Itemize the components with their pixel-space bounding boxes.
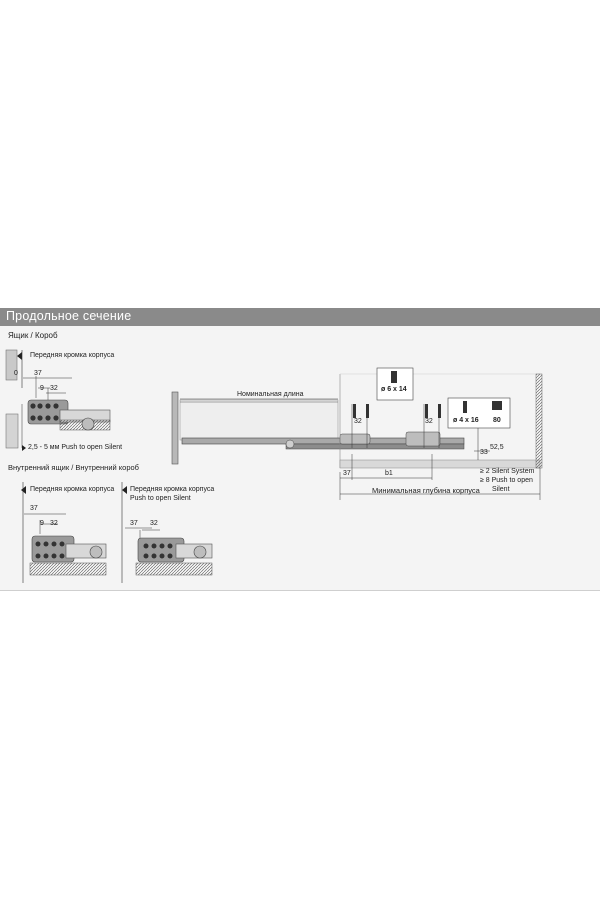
weight-icon [492, 401, 502, 410]
cabinet-bottom [340, 460, 540, 468]
screw-callout-1 [377, 368, 413, 400]
dim-37-c: 37 [130, 520, 138, 527]
dim-32-b: 32 [50, 520, 58, 527]
note-silent-system: ≥ 2 Silent System [480, 468, 535, 475]
dim-52-5: 52,5 [490, 444, 504, 451]
inner-drawer-label: Внутренний ящик / Внутренний короб [8, 463, 139, 472]
dim-32: 32 [50, 385, 58, 392]
front-edge-marker [17, 352, 22, 360]
dim-9: 9 [40, 385, 44, 392]
front-edge-label-3: Передняя кромка корпуса [130, 486, 215, 493]
nominal-length-label: Номинальная длина [237, 391, 304, 398]
inner-drawer-detail-1 [21, 482, 106, 583]
cabinet-back [536, 374, 542, 468]
screw-size-2: ø 4 x 16 [453, 417, 479, 424]
box-label: Ящик / Короб [8, 331, 58, 340]
screw-size-1: ø 6 x 14 [381, 386, 407, 393]
dim-33: 33 [480, 449, 488, 456]
dim-37-b: 37 [30, 505, 38, 512]
box-detail [6, 350, 110, 451]
push-to-open-label: Push to open Silent [130, 495, 191, 502]
screw-icon [463, 401, 467, 413]
front-edge-label: Передняя кромка корпуса [30, 352, 115, 359]
note-silent: Silent [492, 486, 510, 493]
dim-32-c: 32 [150, 520, 158, 527]
load-value: 80 [493, 417, 501, 424]
roller-wheel [82, 418, 94, 430]
dim-32-main-2: 32 [425, 418, 433, 425]
min-depth-label: Минимальная глубина корпуса [372, 486, 480, 495]
dim-37: 37 [34, 370, 42, 377]
dim-37-main: 37 [343, 470, 351, 477]
longitudinal-section-panel [0, 308, 600, 591]
section-title: Продольное сечение [6, 309, 132, 323]
screw-icon [391, 371, 397, 383]
dim-b1: b1 [385, 470, 393, 477]
note-push-open: ≥ 8 Push to open [480, 477, 533, 484]
dim-9-b: 9 [40, 520, 44, 527]
front-edge-label-2: Передняя кромка корпуса [30, 486, 115, 493]
dim-zero: 0 [14, 370, 18, 377]
lower-front-panel [6, 414, 18, 448]
drawer-side [180, 400, 338, 440]
push-note: 2,5 - 5 мм Push to open Silent [28, 444, 123, 451]
drawer-front [172, 392, 178, 464]
dim-32-main-1: 32 [354, 418, 362, 425]
